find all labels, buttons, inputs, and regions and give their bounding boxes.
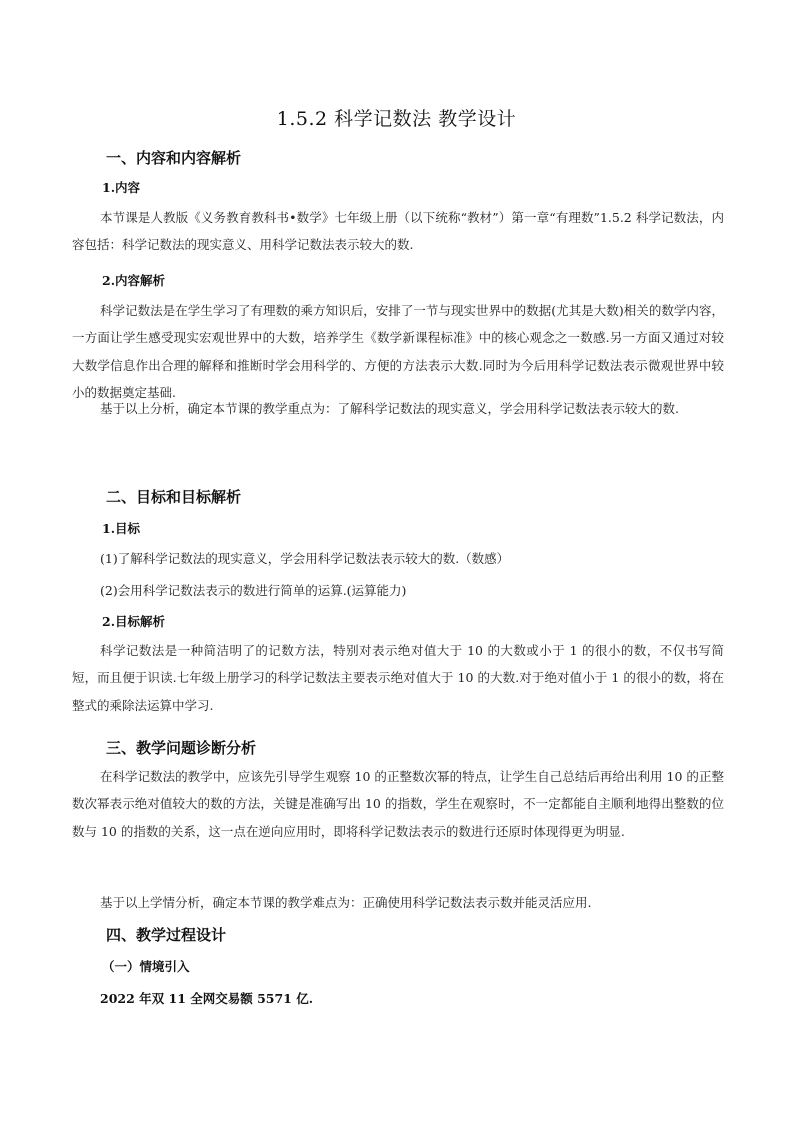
section-1-paragraph-3: 基于以上分析，确定本节课的教学重点为：了解科学记数法的现实意义，学会用科学记数法表示较大的数. [100,401,679,416]
section-2-sub-1: 1.目标 [102,521,141,536]
section-1-heading: 一、内容和内容解析 [106,149,242,167]
section-2-paragraph-1: 科学记数法是一种简洁明了的记数方法，特别对表示绝对值大于 10 的大数或小于 1 的很小的数，不仅书写简短，而且便于识读.七年级上册学习的科学记数法主要表示绝对值大于 10 的大数.对于绝对值小于 1 的很小的数，将在整式的乘除法运算中学习. [72,643,724,713]
section-3-paragraph-2: 基于以上学情分析，确定本节课的教学难点为：正确使用科学记数法表示数并能灵活应用. [100,895,592,910]
section-1-sub-2: 2.内容解析 [102,273,166,288]
goal-1: (1)了解科学记数法的现实意义，学会用科学记数法表示较大的数.（数感） [100,551,510,566]
section-3-paragraph-1: 在科学记数法的教学中，应该先引导学生观察 10 的正整数次幂的特点，让学生自己总结后再给出利用 10 的正整数次幂表示绝对值较大的数的方法，关键是准确写出 10 的指数，学生在观察时，不一定都能自主顺利地得出整数的位数与 10 的指数的关系，这一点在逆向应用时，即将科学记数法表示的数进行还原时体现得更为明显. [72,769,724,839]
section-1-sub-1: 1.内容 [102,180,141,195]
section-4-sub-1: （一）情境引入 [102,959,190,974]
section-4-line-1: 2022 年双 11 全网交易额 5571 亿. [100,991,314,1006]
section-1-paragraph-1: 本节课是人教版《义务教育教科书•数学》七年级上册（以下统称“教材”）第一章“有理数”1.5.2 科学记数法，内容包括：科学记数法的现实意义、用科学记数法表示较大的数. [72,210,724,253]
goal-2: (2)会用科学记数法表示的数进行简单的运算.(运算能力) [100,583,407,598]
section-2-sub-2: 2.目标解析 [102,614,166,629]
section-3-heading: 三、教学问题诊断分析 [106,739,257,757]
section-1-paragraph-2: 科学记数法是在学生学习了有理数的乘方知识后，安排了一节与现实世界中的数据(尤其是大数)相关的数学内容，一方面让学生感受现实宏观世界中的大数，培养学生《数学新课程标准》中的核心观念之一数感.另一方面又通过对较大数学信息作出合理的解释和推断时学会用科学的、方便的方法表示大数.同时为今后用科学记数法表示微观世界中较小的数据奠定基础. [72,303,724,400]
document-title: 1.5.2 科学记数法 教学设计 [276,108,517,130]
section-4-heading: 四、教学过程设计 [106,926,227,944]
section-2-heading: 二、目标和目标解析 [106,488,242,506]
